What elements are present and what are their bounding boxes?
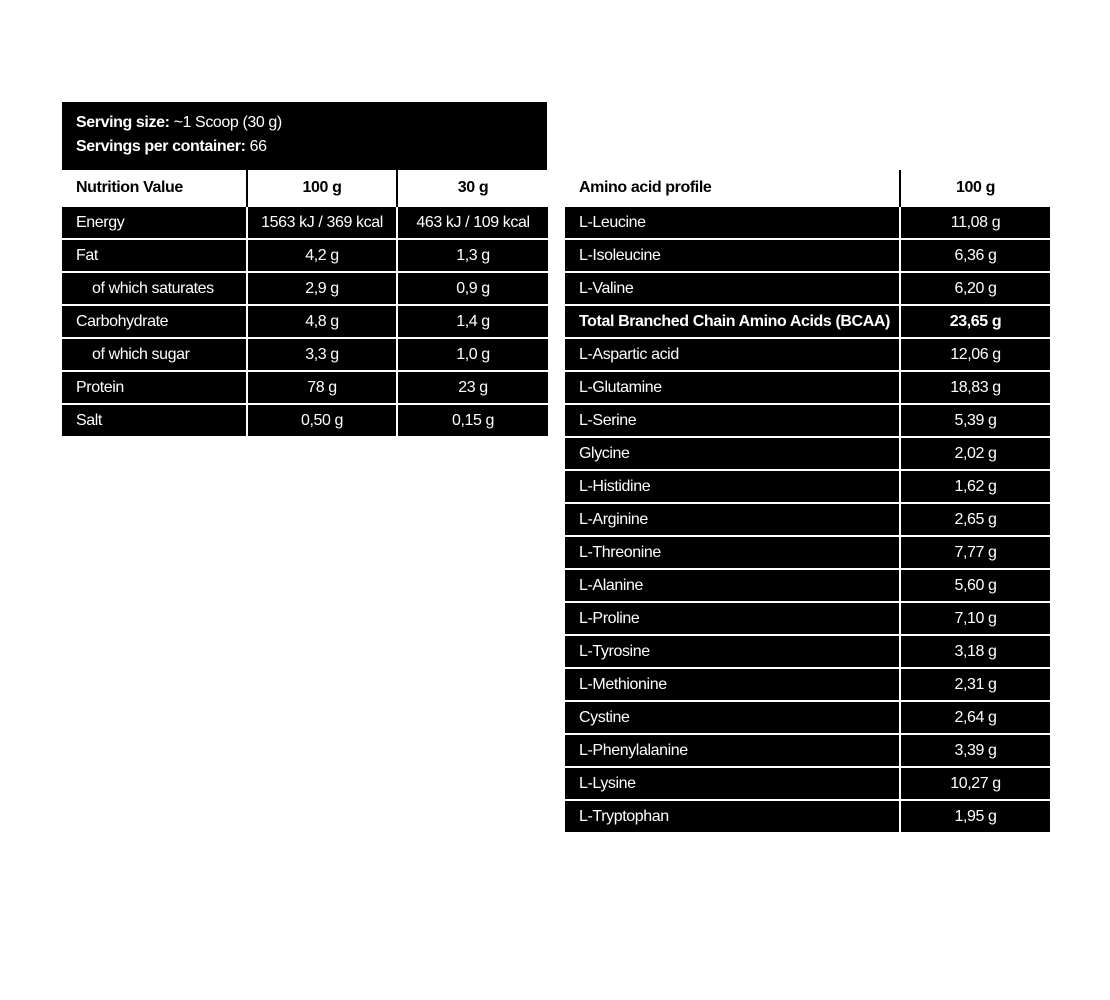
servings-per-container-line: [76, 135, 533, 159]
nutrition-100g-cell: 1563 kJ / 369 kcal: [247, 206, 397, 239]
amino-100g-cell: 10,27 g: [900, 767, 1050, 800]
nutrition-row: [62, 239, 548, 272]
amino-row: [565, 206, 1050, 239]
amino-name-cell: L-Lysine: [565, 767, 900, 800]
amino-name-cell: L-Aspartic acid: [565, 338, 900, 371]
servings-per-container-value: 66: [249, 138, 267, 155]
nutrition-row: [62, 404, 548, 436]
amino-100g-cell: 6,36 g: [900, 239, 1050, 272]
amino-row: [565, 536, 1050, 569]
amino-row: [565, 800, 1050, 832]
amino-name-cell: Total Branched Chain Amino Acids (BCAA): [565, 305, 900, 338]
nutrition-name-cell: Salt: [62, 404, 247, 436]
nutrition-30g-cell: 23 g: [397, 371, 548, 404]
amino-row: [565, 734, 1050, 767]
amino-100g-cell: 7,10 g: [900, 602, 1050, 635]
amino-name-cell: L-Threonine: [565, 536, 900, 569]
nutrition-row: [62, 371, 548, 404]
amino-row: [565, 668, 1050, 701]
nutrition-header-row: [62, 170, 548, 206]
amino-name-cell: L-Glutamine: [565, 371, 900, 404]
amino-100g-cell: 1,62 g: [900, 470, 1050, 503]
amino-row: [565, 239, 1050, 272]
amino-acid-table: [565, 170, 1050, 832]
nutrition-name-cell: Energy: [62, 206, 247, 239]
nutrition-name-cell: of which sugar: [62, 338, 247, 371]
serving-size-label: Serving size:: [76, 114, 170, 131]
amino-name-cell: L-Serine: [565, 404, 900, 437]
nutrition-row: [62, 305, 548, 338]
amino-name-cell: L-Phenylalanine: [565, 734, 900, 767]
amino-name-cell: L-Leucine: [565, 206, 900, 239]
servings-per-container-label: Servings per container:: [76, 138, 246, 155]
amino-100g-cell: 6,20 g: [900, 272, 1050, 305]
amino-row: [565, 272, 1050, 305]
amino-row: [565, 767, 1050, 800]
amino-100g-cell: 5,60 g: [900, 569, 1050, 602]
nutrition-header-30g: 30 g: [397, 170, 548, 206]
amino-name-cell: L-Valine: [565, 272, 900, 305]
nutrition-100g-cell: 0,50 g: [247, 404, 397, 436]
nutrition-row: [62, 272, 548, 305]
amino-row: [565, 470, 1050, 503]
amino-row: [565, 404, 1050, 437]
amino-row: [565, 602, 1050, 635]
amino-header-100g: 100 g: [900, 170, 1050, 206]
nutrition-30g-cell: 1,0 g: [397, 338, 548, 371]
nutrition-row: [62, 338, 548, 371]
nutrition-100g-cell: 4,8 g: [247, 305, 397, 338]
amino-100g-cell: 2,31 g: [900, 668, 1050, 701]
nutrition-name-cell: Protein: [62, 371, 247, 404]
amino-100g-cell: 1,95 g: [900, 800, 1050, 832]
amino-row: [565, 701, 1050, 734]
amino-100g-cell: 11,08 g: [900, 206, 1050, 239]
amino-name-cell: L-Proline: [565, 602, 900, 635]
amino-100g-cell: 3,39 g: [900, 734, 1050, 767]
amino-name-cell: L-Histidine: [565, 470, 900, 503]
nutrition-100g-cell: 4,2 g: [247, 239, 397, 272]
amino-name-cell: L-Tyrosine: [565, 635, 900, 668]
amino-row: [565, 503, 1050, 536]
amino-100g-cell: 7,77 g: [900, 536, 1050, 569]
nutrition-row: [62, 206, 548, 239]
amino-100g-cell: 2,65 g: [900, 503, 1050, 536]
amino-name-cell: L-Arginine: [565, 503, 900, 536]
amino-name-cell: L-Isoleucine: [565, 239, 900, 272]
amino-header-row: [565, 170, 1050, 206]
amino-100g-cell: 2,64 g: [900, 701, 1050, 734]
nutrition-30g-cell: 1,3 g: [397, 239, 548, 272]
nutrition-name-cell: Carbohydrate: [62, 305, 247, 338]
nutrition-100g-cell: 78 g: [247, 371, 397, 404]
amino-row: [565, 569, 1050, 602]
amino-100g-cell: 3,18 g: [900, 635, 1050, 668]
amino-row: [565, 338, 1050, 371]
amino-header-name: Amino acid profile: [565, 170, 900, 206]
amino-name-cell: Glycine: [565, 437, 900, 470]
nutrition-name-cell: Fat: [62, 239, 247, 272]
amino-100g-cell: 12,06 g: [900, 338, 1050, 371]
serving-size-value: ~1 Scoop (30 g): [173, 114, 282, 131]
serving-size-line: [76, 111, 533, 135]
nutrition-30g-cell: 0,15 g: [397, 404, 548, 436]
amino-name-cell: L-Alanine: [565, 569, 900, 602]
nutrition-30g-cell: 0,9 g: [397, 272, 548, 305]
nutrition-30g-cell: 463 kJ / 109 kcal: [397, 206, 548, 239]
nutrition-table: [62, 170, 548, 436]
amino-row: [565, 371, 1050, 404]
nutrition-100g-cell: 3,3 g: [247, 338, 397, 371]
nutrition-body: [62, 206, 548, 436]
amino-body: [565, 206, 1050, 832]
nutrition-30g-cell: 1,4 g: [397, 305, 548, 338]
amino-row: [565, 305, 1050, 338]
amino-name-cell: L-Methionine: [565, 668, 900, 701]
serving-info-box: [62, 102, 547, 170]
amino-100g-cell: 2,02 g: [900, 437, 1050, 470]
nutrition-100g-cell: 2,9 g: [247, 272, 397, 305]
nutrition-header-100g: 100 g: [247, 170, 397, 206]
amino-name-cell: Cystine: [565, 701, 900, 734]
amino-100g-cell: 5,39 g: [900, 404, 1050, 437]
amino-name-cell: L-Tryptophan: [565, 800, 900, 832]
amino-row: [565, 635, 1050, 668]
nutrition-header-name: Nutrition Value: [62, 170, 247, 206]
amino-row: [565, 437, 1050, 470]
amino-100g-cell: 18,83 g: [900, 371, 1050, 404]
nutrition-name-cell: of which saturates: [62, 272, 247, 305]
amino-100g-cell: 23,65 g: [900, 305, 1050, 338]
